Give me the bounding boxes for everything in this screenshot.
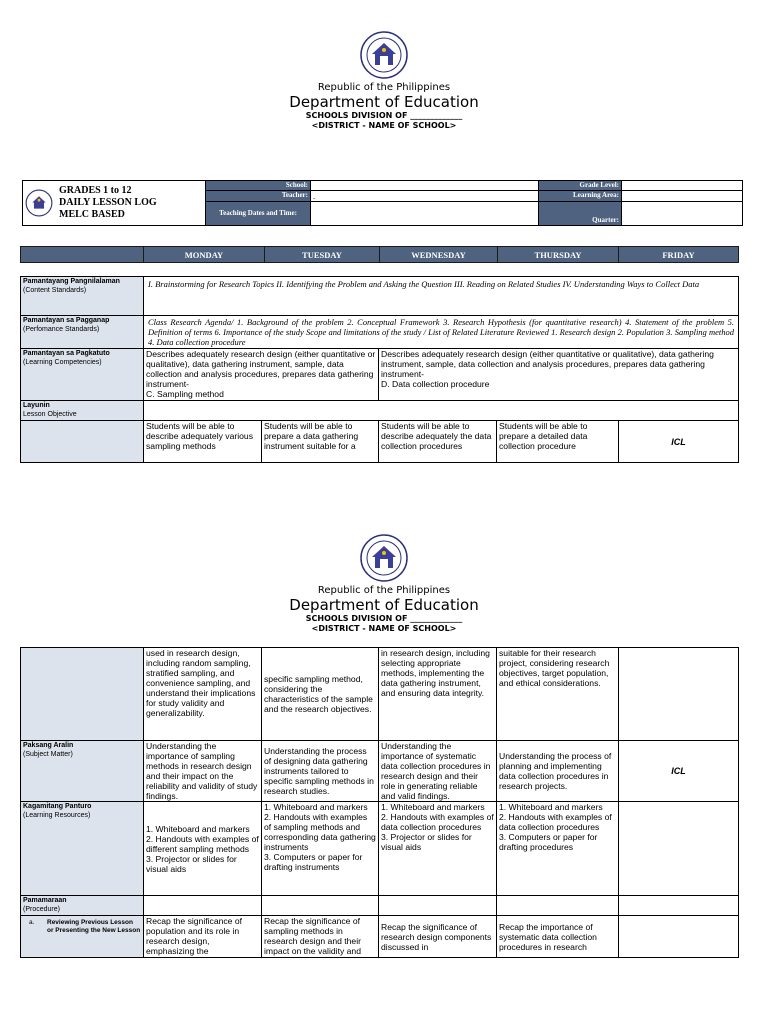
lesson-table-page1 <box>20 276 739 463</box>
performance-standards-sub: (Perfomance Standards) <box>23 326 100 333</box>
subject-matter-thursday: Understanding the process of planning and implementing data collection procedures in research projects. <box>497 741 619 802</box>
objective-cont-monday: used in research design, including random sampling, stratified sampling, and convenience sampling, and understand their implications for study validity and generalizability. <box>144 648 262 741</box>
subject-matter-label <box>21 741 144 802</box>
lesson-table-page2 <box>20 647 739 958</box>
competencies-mon-tue: Describes adequately research design (either quantitative or qualitative), data gathering instrument, sample, data collection and analysis procedures, prepares data gathering instrument- C. Sampling method <box>144 349 379 401</box>
objective-side-blank <box>21 421 144 463</box>
objective-cont-thursday: suitable for their research project, considering research objectives, target population, and ethical considerations. <box>497 648 619 741</box>
review-tuesday: Recap the significance of sampling methods in research design and their impact on the validity and <box>262 916 379 958</box>
objective-blank <box>144 401 739 421</box>
objective-monday: Students will be able to describe adequately various sampling methods <box>144 421 262 463</box>
procedure-label <box>21 896 144 916</box>
department-title: Department of Education <box>289 596 479 614</box>
content-standards-label <box>21 277 144 316</box>
teaching-dates-field[interactable] <box>311 202 539 226</box>
objective-cont-wednesday: in research design, including selecting appropriate methods, implementing the data gathering instrument, and ensuring data integrity. <box>379 648 497 741</box>
quarter-field[interactable] <box>622 202 743 226</box>
review-label <box>21 916 144 958</box>
day-tuesday: TUESDAY <box>265 247 380 263</box>
resources-tuesday: 1. Whiteboard and markers 2. Handouts with examples of sampling methods and corresponding data gathering instruments 3. Computers or paper for drafting instruments <box>262 802 379 896</box>
objective-tuesday: Students will be able to prepare a data gathering instrument suitable for a <box>262 421 379 463</box>
subject-matter-tuesday: Understanding the process of designing data gathering instruments tailored to specific sampling methods in research studies. <box>262 741 379 802</box>
subject-matter-title: Paksang Aralin <box>23 742 74 749</box>
resources-label <box>21 802 144 896</box>
deped-seal-icon <box>25 189 53 217</box>
procedure-monday <box>144 896 262 916</box>
review-title: Reviewing Previous Lesson or Presenting the New Lesson <box>47 919 141 934</box>
deped-seal-icon <box>359 533 409 583</box>
resources-friday <box>619 802 739 896</box>
dll-title-line3: MELC BASED <box>59 209 125 220</box>
quarter-label: Quarter: <box>539 202 622 226</box>
page2-header <box>0 533 768 634</box>
republic-text: Republic of the Philippines <box>317 82 451 93</box>
procedure-tuesday <box>262 896 379 916</box>
days-corner <box>21 247 144 263</box>
day-thursday: THURSDAY <box>498 247 619 263</box>
resources-thursday: 1. Whiteboard and markers 2. Handouts with examples of data collection procedures 3. Computers or paper for drafting procedures <box>497 802 619 896</box>
teacher-field[interactable]: . <box>311 191 539 202</box>
performance-standards-label <box>21 316 144 349</box>
performance-standards-text: Class Research Agenda/ 1. Background of the problem 2. Conceptual Framework 3. Research Hypothesis (for quantitative research) 4. Statement of the problem 5. Definition of terms 6. Importance of the study Scope and limitations of the study / List of Related Literature Reviewed 1. Research design 2. Population 3. Sampling method 4. Data collection procedure <box>144 316 739 349</box>
info-table <box>22 180 743 226</box>
department-title: Department of Education <box>289 93 479 111</box>
day-friday: FRIDAY <box>619 247 739 263</box>
review-wednesday: Recap the significance of research design components discussed in <box>379 916 497 958</box>
district-line: <DISTRICT - NAME OF SCHOOL> <box>311 624 457 633</box>
school-label: School: <box>206 181 311 191</box>
dll-title-line1: GRADES 1 to 12 <box>59 185 132 196</box>
day-monday: MONDAY <box>144 247 265 263</box>
competencies-wed-fri: Describes adequately research design (either quantitative or qualitative), data gathering instrument, sample, data collection and analysis procedures, prepares data gathering instrument- D. Data collection procedure <box>379 349 739 401</box>
subject-matter-sub: (Subject Matter) <box>23 751 73 758</box>
objective-friday: ICL <box>619 421 739 463</box>
review-friday <box>619 916 739 958</box>
grade-level-label: Grade Level: <box>539 181 622 191</box>
subject-matter-friday: ICL <box>619 741 739 802</box>
content-standards-title: Pamantayang Pangnilalaman <box>23 278 120 285</box>
division-line: SCHOOLS DIVISION OF _____________ <box>305 614 463 623</box>
procedure-wednesday <box>379 896 497 916</box>
review-thursday: Recap the importance of systematic data collection procedures in research <box>497 916 619 958</box>
day-wednesday: WEDNESDAY <box>380 247 498 263</box>
dll-title-line2: DAILY LESSON LOG <box>59 197 157 208</box>
deped-seal-icon <box>359 30 409 80</box>
school-field[interactable] <box>311 181 539 191</box>
objective-title: Layunin <box>23 402 50 409</box>
resources-sub: (Learning Resources) <box>23 812 91 819</box>
objective-wednesday: Students will be able to describe adequately the data collection procedures <box>379 421 497 463</box>
competencies-label <box>21 349 144 401</box>
review-monday: Recap the significance of population and its role in research design, emphasizing the <box>144 916 262 958</box>
subject-matter-wednesday: Understanding the importance of systematic data collection procedures in research design and their role in generating reliable and valid findings. <box>379 741 497 802</box>
resources-title: Kagamitang Panturo <box>23 803 92 810</box>
competencies-title: Pamantayan sa Pagkatuto <box>23 350 110 357</box>
performance-standards-title: Pamantayan sa Pagganap <box>23 317 110 324</box>
objective-sub: Lesson Objective <box>23 411 77 418</box>
learning-area-label: Learning Area: <box>539 191 622 202</box>
objective-thursday: Students will be able to prepare a detailed data collection procedure <box>497 421 619 463</box>
learning-area-field[interactable] <box>622 191 743 202</box>
procedure-title: Pamamaraan <box>23 897 67 904</box>
objective-cont-side <box>21 648 144 741</box>
review-number: a. <box>29 919 35 926</box>
teacher-label: Teacher: <box>206 191 311 202</box>
procedure-sub: (Procedure) <box>23 906 60 913</box>
days-header <box>20 246 739 263</box>
procedure-friday <box>619 896 739 916</box>
subject-matter-monday: Understanding the importance of sampling methods in research design and their impact on the reliability and validity of study findings. <box>144 741 262 802</box>
procedure-thursday <box>497 896 619 916</box>
page1-header <box>0 30 768 131</box>
content-standards-sub: (Content Standards) <box>23 287 87 294</box>
content-standards-text: I. Brainstorming for Research Topics II. Identifying the Problem and Asking the Question III. Reading on Related Studies IV. Understanding Ways to Collect Data <box>144 277 739 316</box>
resources-wednesday: 1. Whiteboard and markers 2. Handouts with examples of data collection procedures 3. Projector or slides for visual aids <box>379 802 497 896</box>
review-item <box>23 919 141 935</box>
district-line: <DISTRICT - NAME OF SCHOOL> <box>311 121 457 130</box>
grade-level-field[interactable] <box>622 181 743 191</box>
dll-title-cell <box>23 181 206 226</box>
division-line: SCHOOLS DIVISION OF _____________ <box>305 111 463 120</box>
objective-label <box>21 401 144 421</box>
republic-text: Republic of the Philippines <box>317 585 451 596</box>
competencies-sub: (Learning Competencies) <box>23 359 102 366</box>
teaching-dates-label: Teaching Dates and Time: <box>206 202 311 226</box>
objective-cont-friday <box>619 648 739 741</box>
objective-cont-tuesday: specific sampling method, considering the characteristics of the sample and the research objectives. <box>262 648 379 741</box>
resources-monday: 1. Whiteboard and markers 2. Handouts with examples of different sampling methods 3. Projector or slides for visual aids <box>144 802 262 896</box>
